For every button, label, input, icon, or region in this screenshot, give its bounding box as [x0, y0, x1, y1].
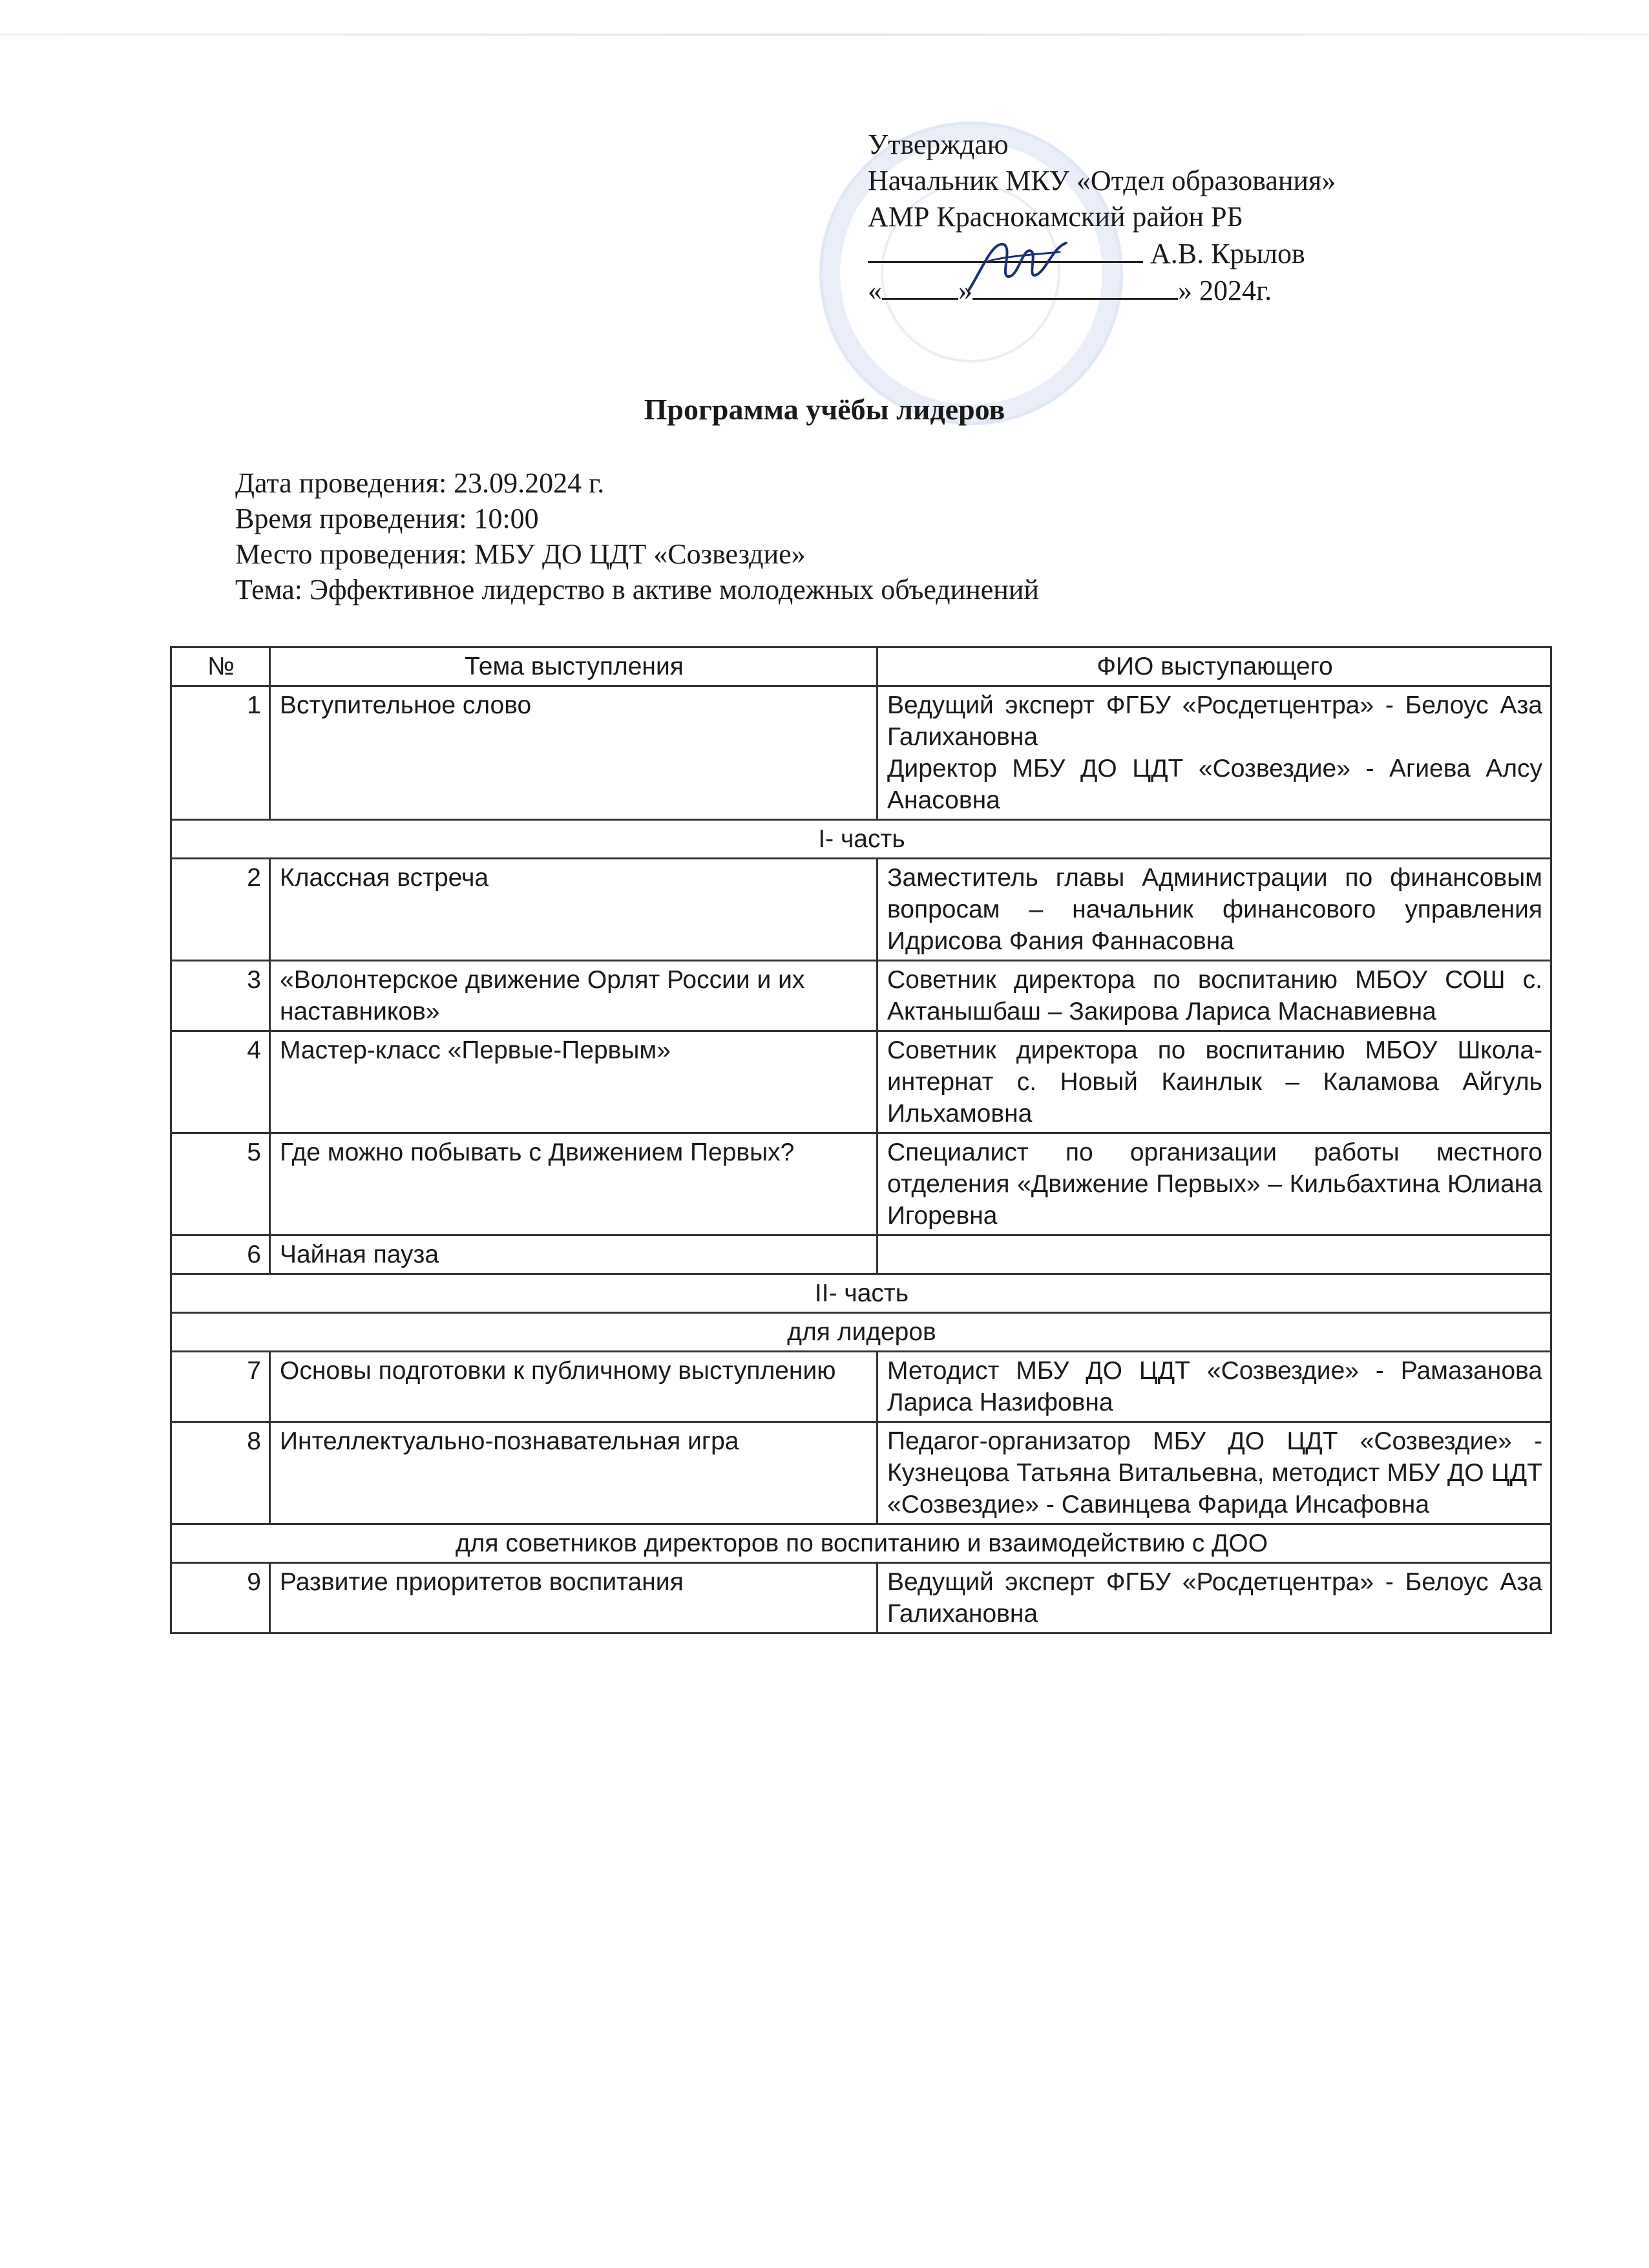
- row-number: 4: [171, 1031, 270, 1133]
- date-open-quote: «: [868, 275, 882, 306]
- table-row: [171, 859, 1551, 961]
- section-row: [171, 820, 1551, 859]
- row-topic: Мастер-класс «Первые-Первым»: [270, 1031, 877, 1133]
- date-year: » 2024г.: [1178, 275, 1272, 306]
- speaker-entry: Ведущий эксперт ФГБУ «Росдетцентра» - Белоус Аза Галихановна: [887, 691, 1542, 751]
- table-row: [171, 1031, 1551, 1133]
- section-label: II- часть: [171, 1274, 1551, 1313]
- event-topic: Тема: Эффективное лидерство в активе молодежных объединений: [235, 574, 1039, 605]
- row-number: 1: [171, 686, 270, 820]
- section-label: I- часть: [171, 820, 1551, 859]
- speaker-entry: Методист МБУ ДО ЦДТ «Созвездие» - Рамазанова Лариса Назифовна: [887, 1357, 1542, 1416]
- row-topic: Где можно побывать с Движением Первых?: [270, 1133, 877, 1235]
- row-speaker: [877, 1031, 1551, 1133]
- speaker-entry: Советник директора по воспитанию МБОУ СОШ с. Актанышбаш – Закирова Лариса Маснавиевна: [887, 966, 1542, 1025]
- table-row: [171, 961, 1551, 1031]
- section-label: для лидеров: [171, 1313, 1551, 1352]
- speaker-entry: Заместитель главы Администрации по финансовым вопросам – начальник финансового управления Идрисова Фания Фаннасовна: [887, 864, 1542, 955]
- row-number: 7: [171, 1352, 270, 1422]
- event-details: [235, 465, 1039, 607]
- table-row: [171, 1235, 1551, 1274]
- speaker-entry: [887, 1239, 1542, 1270]
- speaker-entry: Специалист по организации работы местного отделения «Движение Первых» – Кильбахтина Юлиана Игоревна: [887, 1139, 1542, 1230]
- header-number: №: [171, 647, 270, 686]
- speaker-entry: Директор МБУ ДО ЦДТ «Созвездие» - Агиева Алсу Анасовна: [887, 755, 1542, 814]
- approval-position: Начальник МКУ «Отдел образования»: [868, 165, 1336, 196]
- row-topic: Вступительное слово: [270, 686, 877, 820]
- section-label: для советников директоров по воспитанию и взаимодействию с ДОО: [171, 1524, 1551, 1563]
- row-speaker: [877, 686, 1551, 820]
- row-topic: «Волонтерское движение Орлят России и их наставников»: [270, 961, 877, 1031]
- row-topic: Основы подготовки к публичному выступлению: [270, 1352, 877, 1422]
- row-speaker: [877, 961, 1551, 1031]
- header-topic: Тема выступления: [270, 647, 877, 686]
- table-row: [171, 686, 1551, 820]
- approval-signature-line: [868, 235, 1336, 272]
- table-header-row: [171, 647, 1551, 686]
- approval-heading: Утверждаю: [868, 129, 1009, 160]
- row-topic: Развитие приоритетов воспитания: [270, 1563, 877, 1633]
- row-topic: Классная встреча: [270, 859, 877, 961]
- row-speaker: [877, 1133, 1551, 1235]
- table-row: [171, 1133, 1551, 1235]
- row-topic: Интеллектуально-познавательная игра: [270, 1422, 877, 1524]
- scan-edge-shadow: [0, 34, 1649, 36]
- row-number: 6: [171, 1235, 270, 1274]
- table-row: [171, 1563, 1551, 1633]
- handwritten-signature: [963, 230, 1073, 301]
- table-body: [171, 686, 1551, 1633]
- table-row: [171, 1352, 1551, 1422]
- section-row: [171, 1313, 1551, 1352]
- document-title: Программа учёбы лидеров: [644, 393, 1005, 426]
- row-number: 9: [171, 1563, 270, 1633]
- row-number: 8: [171, 1422, 270, 1524]
- row-number: 5: [171, 1133, 270, 1235]
- speaker-entry: Ведущий эксперт ФГБУ «Росдетцентра» - Белоус Аза Галихановна: [887, 1568, 1542, 1628]
- approval-organization: АМР Краснокамский район РБ: [868, 201, 1243, 233]
- date-day-blank: [882, 272, 958, 300]
- approval-signer: А.В. Крылов: [1150, 238, 1305, 269]
- program-table: [170, 646, 1552, 1634]
- row-topic: Чайная пауза: [270, 1235, 877, 1274]
- event-place: Место проведения: МБУ ДО ЦДТ «Созвездие»: [235, 538, 806, 570]
- row-speaker: [877, 1563, 1551, 1633]
- speaker-entry: Педагог-организатор МБУ ДО ЦДТ «Созвездие» - Кузнецова Татьяна Витальевна, методист МБУ ДО ЦДТ «Созвездие» - Савинцева Фарида Инсафовна: [887, 1427, 1542, 1518]
- section-row: [171, 1524, 1551, 1563]
- event-time: Время проведения: 10:00: [235, 503, 539, 534]
- section-row: [171, 1274, 1551, 1313]
- row-speaker: [877, 859, 1551, 961]
- speaker-entry: Советник директора по воспитанию МБОУ Школа-интернат с. Новый Каинлык – Каламова Айгуль Ильхамовна: [887, 1036, 1542, 1128]
- date-close-quote: »: [958, 275, 972, 306]
- header-speaker: ФИО выступающего: [877, 647, 1551, 686]
- table-row: [171, 1422, 1551, 1524]
- approval-block: [868, 127, 1336, 309]
- approval-date-line: [868, 272, 1336, 309]
- event-date: Дата проведения: 23.09.2024 г.: [235, 467, 605, 499]
- row-number: 2: [171, 859, 270, 961]
- row-speaker: [877, 1235, 1551, 1274]
- row-number: 3: [171, 961, 270, 1031]
- row-speaker: [877, 1422, 1551, 1524]
- row-speaker: [877, 1352, 1551, 1422]
